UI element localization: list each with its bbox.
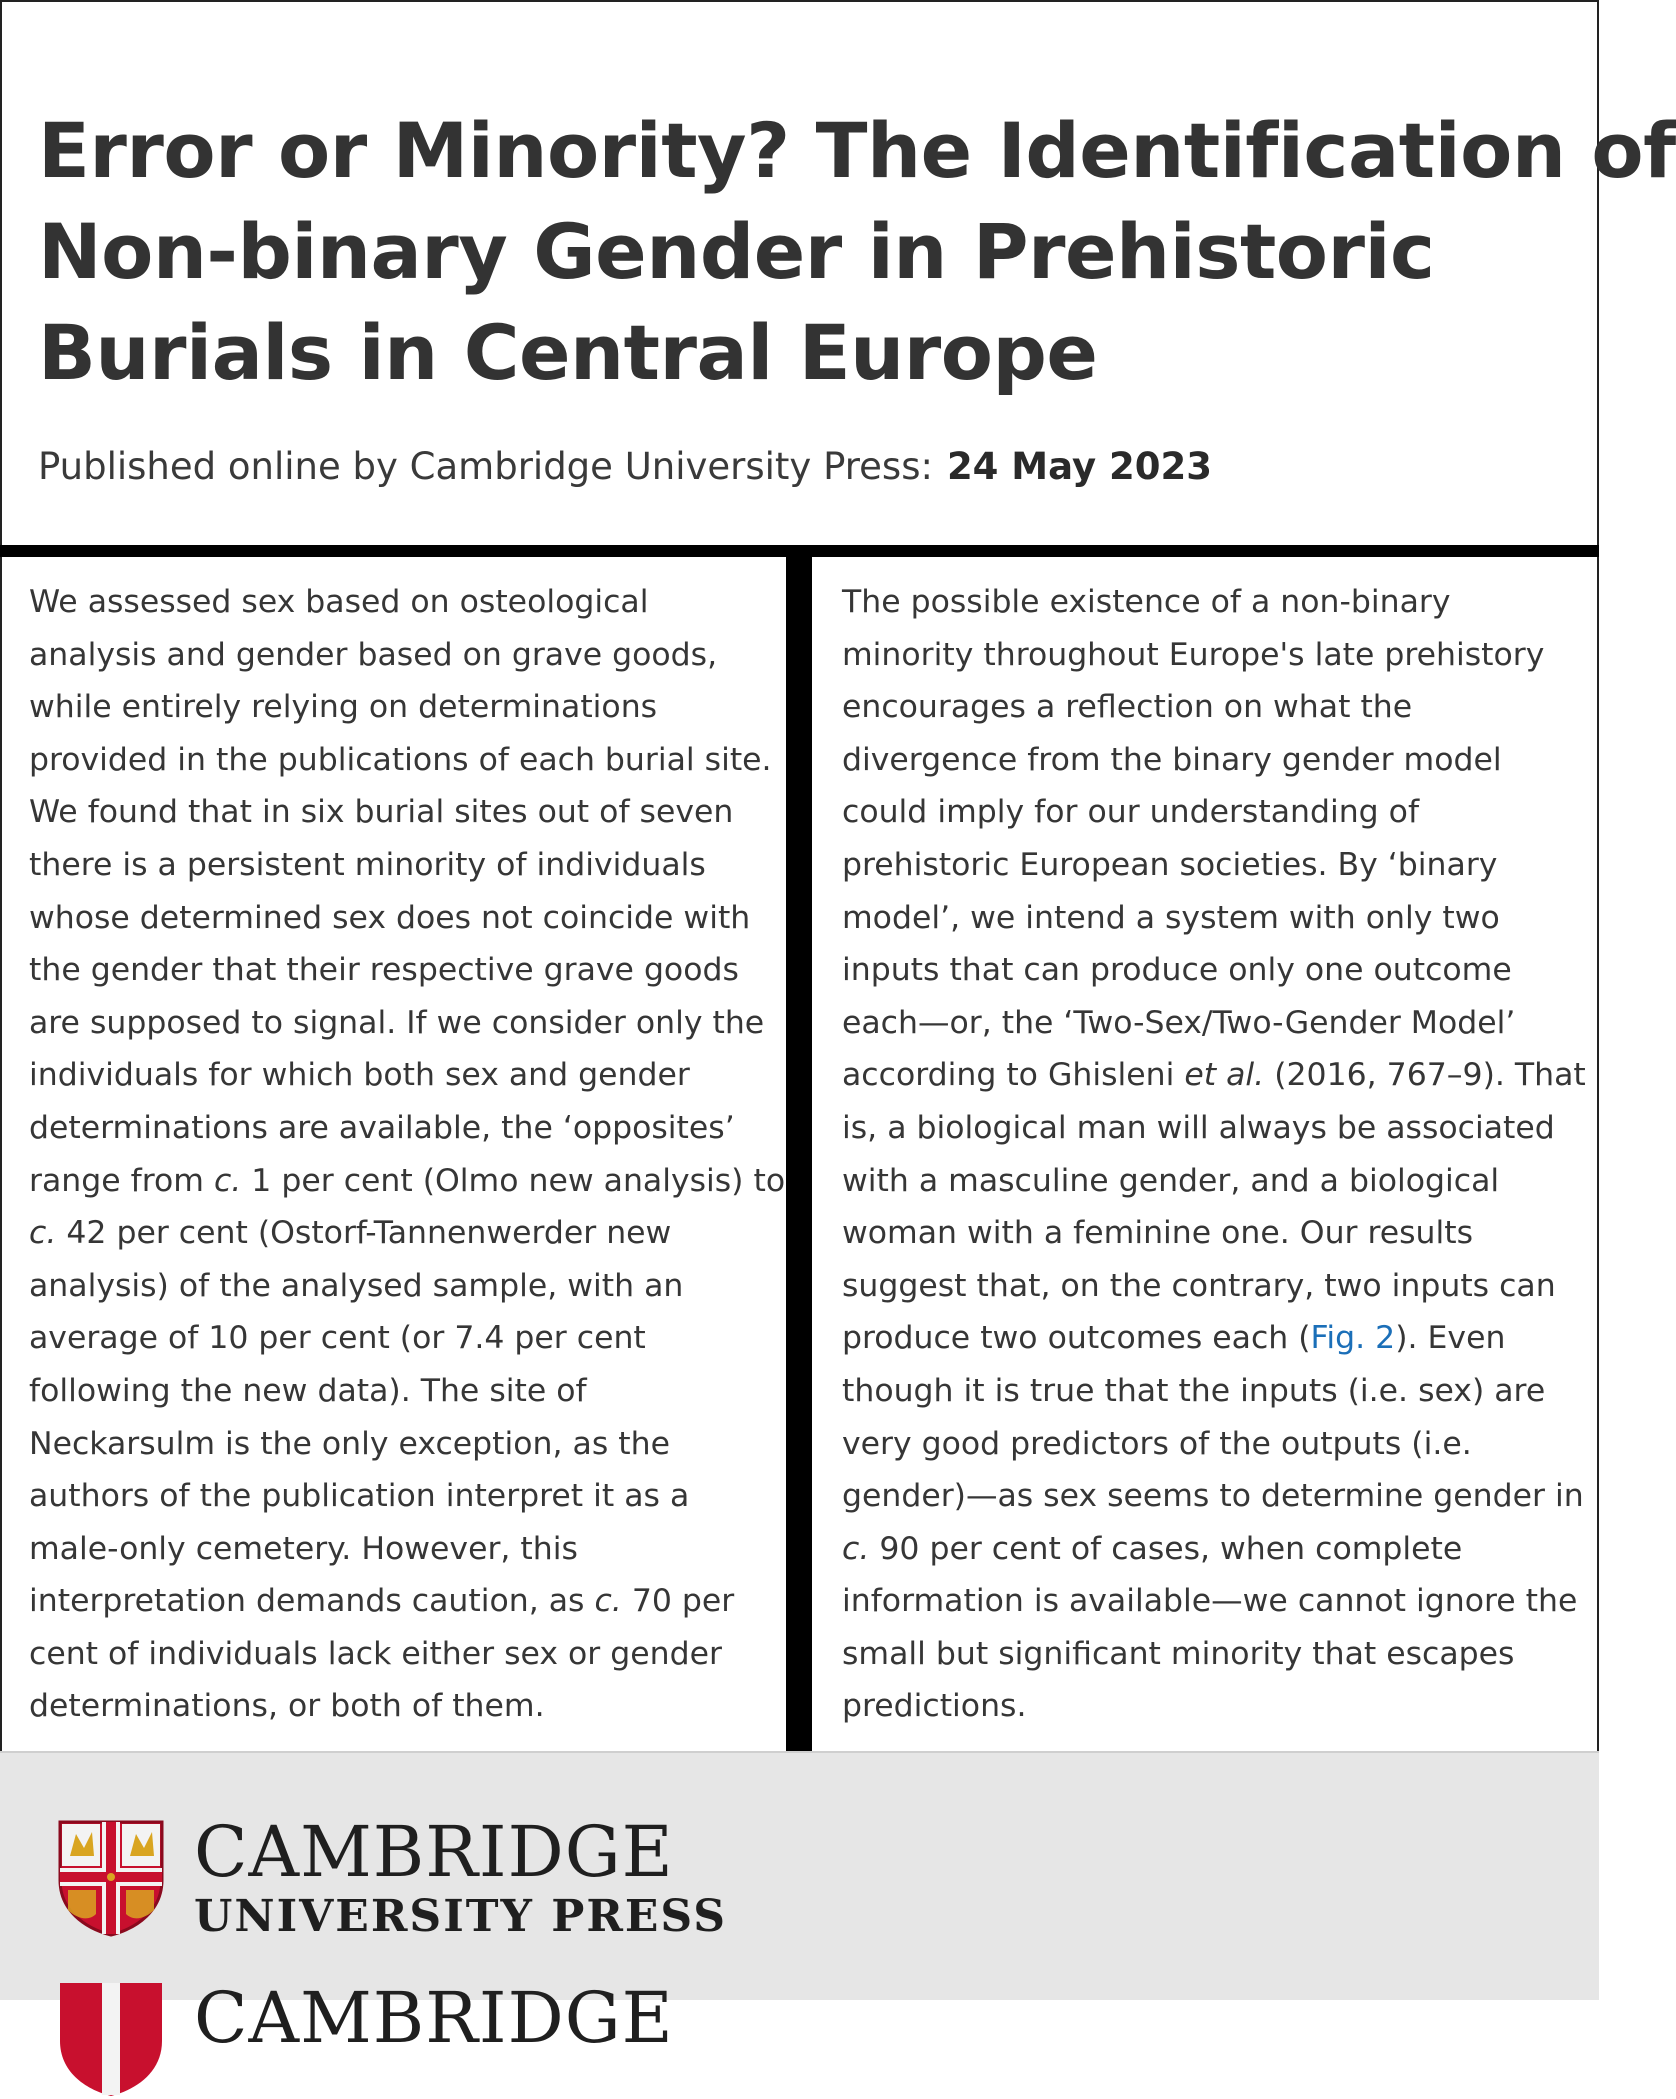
text-line: analysis and gender based on grave goods, bbox=[29, 636, 718, 673]
article-title bbox=[38, 100, 1676, 403]
text-line: inputs that can produce only one outcome bbox=[842, 952, 1512, 989]
text-line-with-link: produce two outcomes each (Fig. 2). Even bbox=[842, 1320, 1506, 1357]
column-divider bbox=[786, 545, 812, 1751]
text-line: prehistoric European societies. By ‘binary bbox=[842, 846, 1498, 883]
text-line: very good predictors of the outputs (i.e. bbox=[842, 1425, 1472, 1462]
italic-term: et al. bbox=[1184, 1057, 1265, 1094]
text-line: model’, we intend a system with only two bbox=[842, 899, 1500, 936]
text-line: provided in the publications of each burial site. bbox=[29, 741, 772, 778]
published-date: 24 May 2023 bbox=[946, 445, 1212, 488]
brand-wordmark bbox=[194, 1813, 727, 1943]
italic-term: c. bbox=[29, 1215, 67, 1252]
text-line: whose determined sex does not coincide with bbox=[29, 899, 751, 936]
title-line: Non-binary Gender in Prehistoric bbox=[38, 207, 1435, 296]
text-line: minority throughout Europe's late prehistory bbox=[842, 636, 1545, 673]
text-line: small but significant minority that escapes bbox=[842, 1635, 1515, 1672]
text-line: gender)—as sex seems to determine gender in bbox=[842, 1478, 1584, 1515]
text-line: while entirely relying on determinations bbox=[29, 689, 658, 726]
publisher-footer bbox=[0, 1751, 1599, 2059]
text-line: could imply for our understanding of bbox=[842, 794, 1420, 831]
text-line: The possible existence of a non-binary bbox=[842, 584, 1451, 620]
text-line: range from c. 1 per cent (Olmo new analysis) to bbox=[29, 1162, 786, 1199]
text-line: Neckarsulm is the only exception, as the bbox=[29, 1425, 670, 1462]
text-line: analysis) of the analysed sample, with an bbox=[29, 1267, 684, 1304]
article-header bbox=[0, 0, 1676, 548]
text-line: individuals for which both sex and gender bbox=[29, 1057, 690, 1094]
text-line: average of 10 per cent (or 7.4 per cent bbox=[29, 1320, 646, 1357]
italic-term: c. bbox=[842, 1530, 880, 1567]
text-line: c. 42 per cent (Ostorf-Tannenwerder new bbox=[29, 1215, 672, 1252]
cambridge-shield-icon bbox=[56, 1979, 166, 2099]
figure-link[interactable]: Fig. 2 bbox=[1310, 1320, 1396, 1357]
text-line: suggest that, on the contrary, two inputs can bbox=[842, 1267, 1556, 1304]
publisher-logo bbox=[56, 1813, 727, 1943]
text-line: interpretation demands caution, as c. 70 per bbox=[29, 1583, 735, 1620]
repeated-logo-partial bbox=[56, 1977, 674, 2059]
text-line: information is available—we cannot ignore the bbox=[842, 1583, 1578, 1620]
text-line: encourages a reflection on what the bbox=[842, 689, 1413, 726]
text-line: c. 90 per cent of cases, when complete bbox=[842, 1530, 1463, 1567]
text-line: the gender that their respective grave goods bbox=[29, 952, 739, 989]
text-line: are supposed to signal. If we consider only the bbox=[29, 1004, 765, 1041]
text-line: predictions. bbox=[842, 1688, 1027, 1725]
italic-term: c. bbox=[213, 1162, 252, 1199]
right-text-column bbox=[842, 576, 1586, 1733]
text-line: according to Ghisleni et al. (2016, 767–9). That bbox=[842, 1057, 1586, 1094]
brand-bottom: UNIVERSITY PRESS bbox=[194, 1891, 728, 1942]
left-text-column bbox=[29, 576, 786, 1733]
text-line: divergence from the binary gender model bbox=[842, 741, 1502, 778]
text-line: with a masculine gender, and a biological bbox=[842, 1162, 1500, 1199]
text-line: each—or, the ‘Two-Sex/Two-Gender Model’ bbox=[842, 1004, 1516, 1041]
published-label: Published online by Cambridge University Press: bbox=[38, 445, 933, 488]
title-line: Error or Minority? The Identification of bbox=[38, 106, 1676, 195]
text-line: though it is true that the inputs (i.e. sex) are bbox=[842, 1372, 1546, 1409]
text-line: determinations, or both of them. bbox=[29, 1688, 545, 1725]
title-line: Burials in Central Europe bbox=[38, 308, 1098, 397]
text-line: is, a biological man will always be associated bbox=[842, 1109, 1555, 1146]
publication-info bbox=[38, 443, 1561, 491]
text-line: authors of the publication interpret it as a bbox=[29, 1478, 690, 1515]
cambridge-shield-icon bbox=[56, 1818, 166, 1938]
brand-top-repeat: CAMBRIDGE bbox=[194, 1977, 674, 2059]
text-line: woman with a feminine one. Our results bbox=[842, 1215, 1474, 1252]
text-line: there is a persistent minority of individuals bbox=[29, 846, 706, 883]
text-line: determinations are available, the ‘opposites’ bbox=[29, 1109, 735, 1146]
text-line: We found that in six burial sites out of seven bbox=[29, 794, 734, 831]
text-line: We assessed sex based on osteological bbox=[29, 584, 649, 620]
text-line: cent of individuals lack either sex or gender bbox=[29, 1635, 722, 1672]
italic-term: c. bbox=[594, 1583, 632, 1620]
text-line: male-only cemetery. However, this bbox=[29, 1530, 578, 1567]
text-line: following the new data). The site of bbox=[29, 1372, 587, 1409]
brand-top: CAMBRIDGE bbox=[194, 1811, 674, 1893]
